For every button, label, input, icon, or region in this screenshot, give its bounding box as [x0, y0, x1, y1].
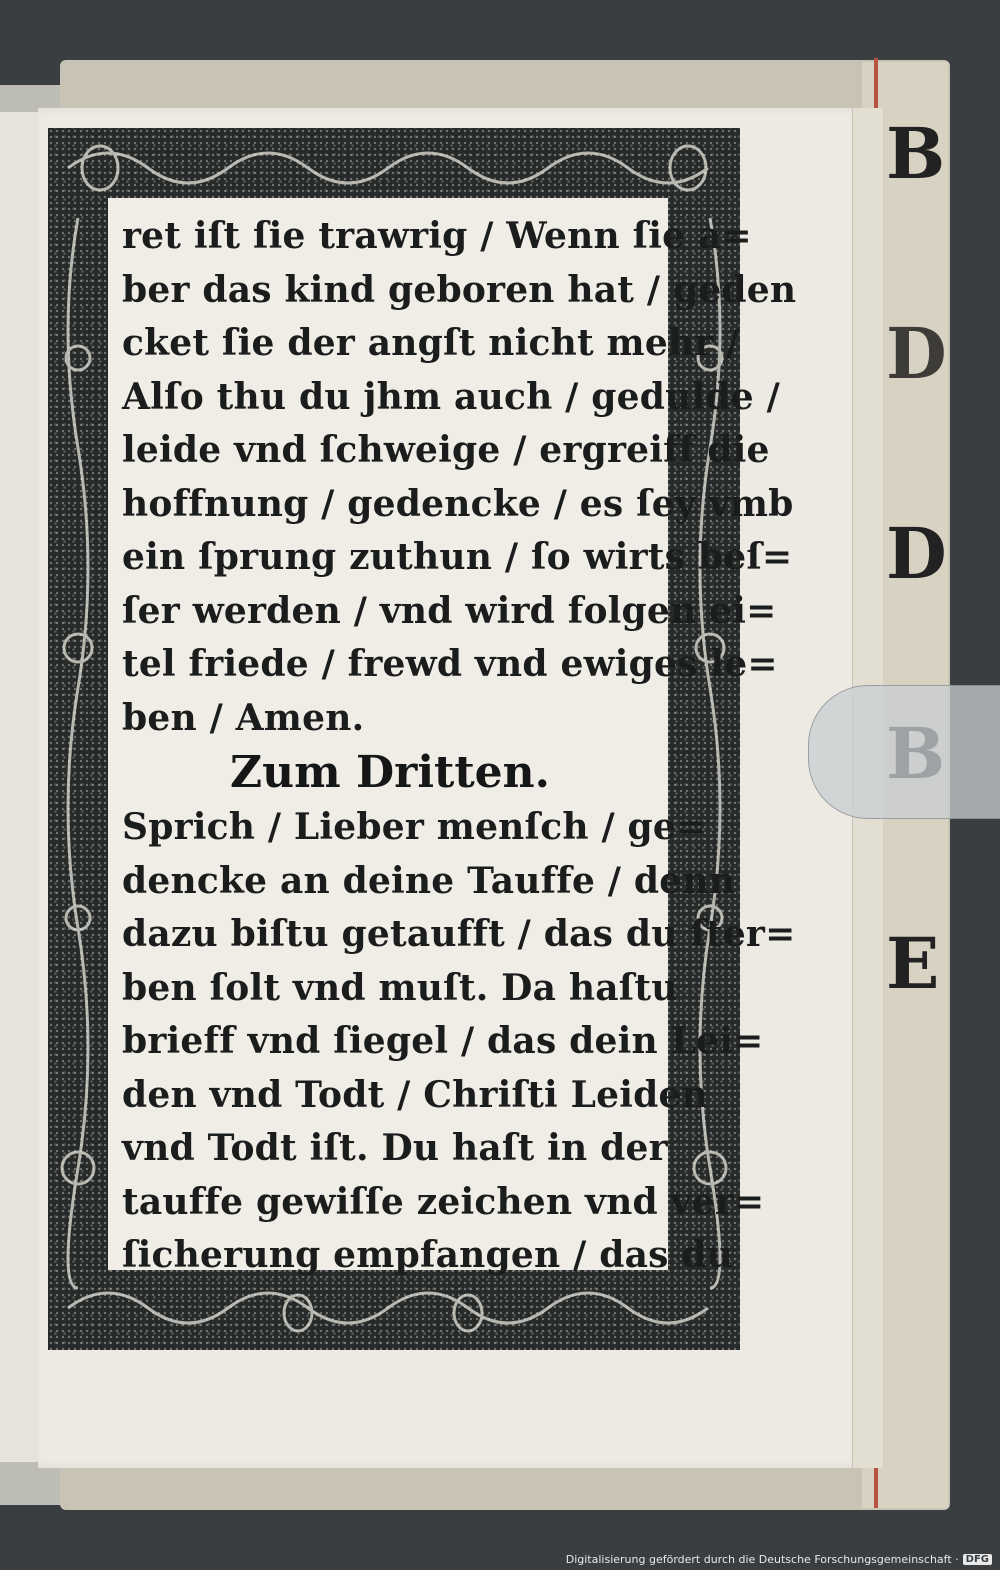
- text-line: ben ſolt vnd muſt. Da haſtu: [122, 966, 678, 1009]
- footer-text: Digitalisierung gefördert durch die Deutsche Forschungsgemeinschaft ·: [565, 1552, 959, 1566]
- text-line: dencke an deine Tauffe / denn: [122, 859, 736, 902]
- text-line: cket ſie der angſt nicht mehr /: [122, 322, 740, 364]
- tab-letter: D: [886, 512, 947, 595]
- text-line: Sprich / Lieber menſch / ge=: [122, 806, 707, 848]
- section-heading: Zum Dritten.: [230, 747, 550, 798]
- text-line: den vnd Todt / Chriſti Leiden: [122, 1073, 709, 1116]
- text-line: hoffnung / gedencke / es ſey vmb: [122, 482, 794, 525]
- text-line: brieff vnd ſiegel / das dein Lei=: [122, 1020, 764, 1062]
- printed-text: [122, 210, 797, 1283]
- text-line: ſicherung empfangen / das du: [122, 1234, 734, 1276]
- text-line: ret iſt ſie trawrig / Wenn ſie a=: [122, 215, 752, 257]
- text-line: ben / Amen.: [122, 696, 365, 739]
- text-line: Alſo thu du jhm auch / gedulde /: [122, 375, 780, 418]
- tab-letter: B: [886, 112, 946, 195]
- text-line: tel friede / frewd vnd ewiges le=: [122, 643, 778, 685]
- page-clip: [808, 685, 1000, 819]
- text-line: vnd Todt iſt. Du haſt in der: [122, 1127, 668, 1169]
- woodcut-border: [48, 128, 797, 1350]
- text-block: [108, 198, 797, 1276]
- tab-letter: D: [886, 312, 947, 395]
- text-line: tauffe gewiſſe zeichen vnd ver=: [122, 1180, 765, 1223]
- footer-credit: [566, 1550, 992, 1568]
- tab-letter: E: [886, 922, 940, 1005]
- text-line: leide vnd ſchweige / ergreiff die: [122, 429, 770, 471]
- text-line: ber das kind geboren hat / geden: [122, 268, 797, 311]
- dfg-logo: DFG: [963, 1554, 992, 1565]
- left-page-edge: [0, 112, 42, 1462]
- text-line: ſer werden / vnd wird folgen ei=: [122, 589, 777, 632]
- text-line: ein ſprung zuthun / ſo wirts beſ=: [122, 536, 793, 578]
- text-line: dazu biſtu getaufft / das du ſter=: [122, 913, 796, 955]
